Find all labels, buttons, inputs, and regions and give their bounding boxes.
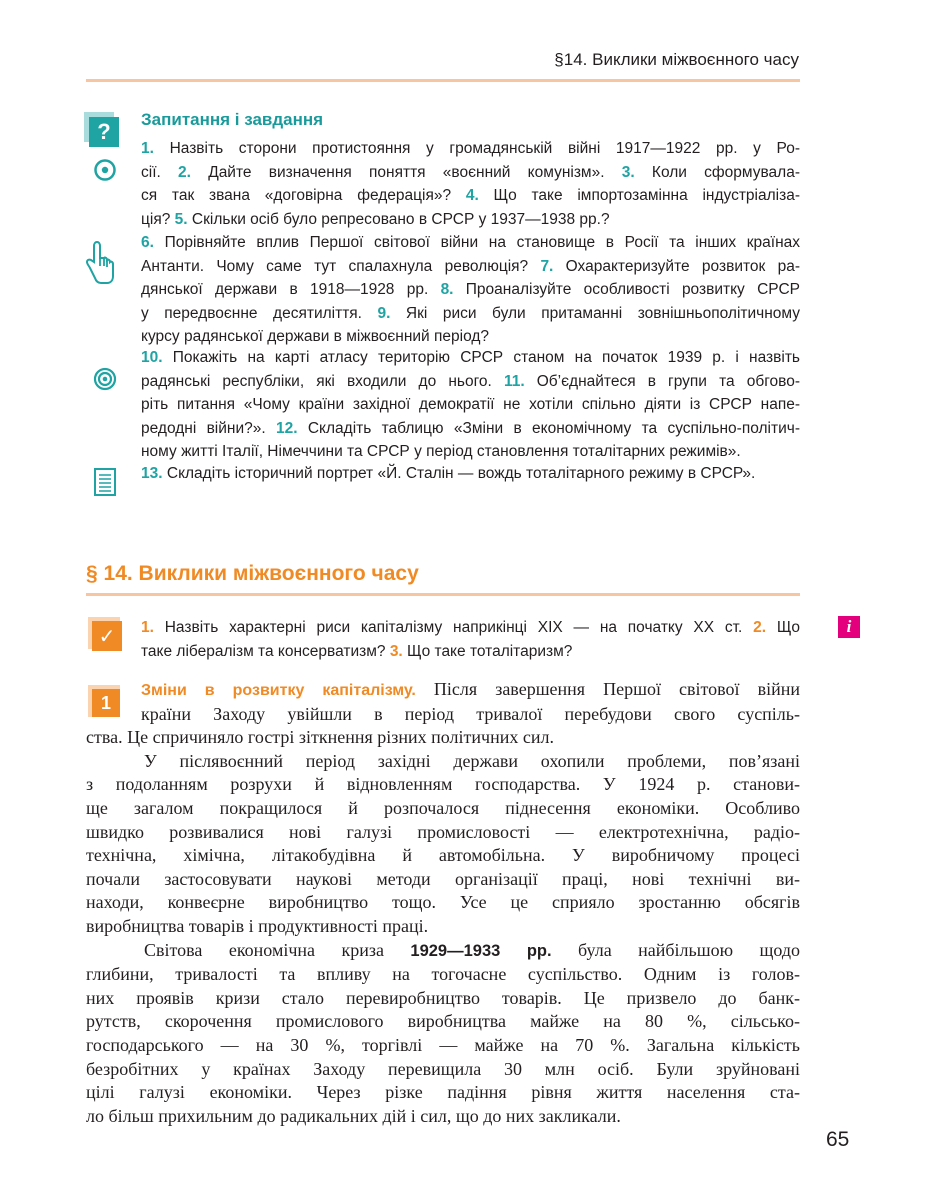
body-line: була найбільшою щодо	[551, 939, 800, 960]
question-line	[141, 161, 800, 185]
question-text: Що таке тоталітаризм?	[402, 642, 573, 660]
document-icon	[93, 467, 117, 502]
question-number: 4.	[465, 187, 479, 204]
question-text: у передвоєнне десятиліття.	[141, 304, 378, 322]
body-line: Світова економічна криза	[144, 939, 411, 960]
body-text	[86, 678, 800, 1128]
question-number: 10.	[141, 349, 163, 366]
header-rule	[86, 79, 800, 82]
info-icon[interactable]: i	[838, 616, 860, 638]
question-text: Що	[766, 619, 800, 636]
body-line: них проявів кризи стало перевиробництво товарів. Це призвело до банк-	[86, 987, 800, 1008]
question-text: таке лібералізм та консерватизм?	[141, 642, 390, 660]
questions-group-3	[141, 346, 800, 464]
question-text: редодні війни?».	[141, 419, 276, 437]
body-line: господарського — на 30 %, торгівлі — майже на 70 %. Загальна кількість	[86, 1034, 800, 1055]
question-number: 8.	[440, 281, 454, 298]
question-number: 5.	[174, 210, 188, 228]
question-text: радянські республіки, які входили до нього.	[141, 372, 504, 390]
questions-group-4	[141, 462, 800, 486]
section-subhead: Зміни в розвитку капіталізму.	[141, 682, 416, 699]
question-text: ріть питання «Чому країни західної демократії не хотіли спільно діяти із СРСР напе-	[141, 396, 800, 413]
title-rule	[86, 593, 800, 596]
question-text: Складіть таблицю «Зміни в економічному та суспільно-політич-	[297, 419, 800, 437]
body-line: країни Заходу увійшли в період тривалої перебудови свого суспіль-	[141, 703, 800, 724]
question-line	[141, 346, 800, 370]
question-line	[141, 231, 800, 255]
body-line: швидко розвивалися нові галузі промисловості — електротехнічна, радіо-	[86, 821, 800, 842]
paragraph-1	[86, 703, 800, 750]
questions-heading: Запитання і завдання	[141, 110, 324, 129]
question-line	[141, 325, 800, 349]
body-line: виробництва товарів і продуктивності праці.	[86, 915, 429, 936]
body-line: ще загалом покращилося й розпочалося піднесення економіки. Особливо	[86, 797, 800, 818]
running-header: §14. Виклики міжвоєнного часу	[554, 50, 799, 69]
question-text: Скільки осіб було репресовано в СРСР у 1937—1938 рр.?	[187, 210, 610, 228]
review-questions	[141, 616, 800, 663]
body-line: Після завершення Першої світової війни	[415, 679, 801, 699]
question-number: 1.	[141, 619, 154, 636]
question-text: Покажіть на карті атласу територію СРСР станом на початок 1939 р. і назвіть	[162, 349, 800, 366]
questions-group-2	[141, 231, 800, 349]
paragraph-title: § 14. Виклики міжвоєнного часу	[86, 562, 419, 585]
question-number: 13.	[141, 465, 163, 482]
question-number: 11.	[503, 372, 525, 390]
pointing-hand-icon	[86, 240, 116, 291]
question-number: 9.	[377, 304, 391, 322]
question-text: Проаналізуйте особливості розвитку СРСР	[453, 281, 800, 298]
question-line	[141, 302, 800, 326]
body-line: У післявоєнний період західні держави охопили проблеми, пов’язані	[144, 750, 800, 771]
question-number: 1.	[141, 140, 154, 157]
question-text: Які риси були притаманні зовнішньополітичному	[390, 304, 800, 322]
question-text: Антанти. Чому саме тут спалахнула революція?	[141, 257, 541, 275]
question-text: ся так звана «договірна федерація»?	[141, 187, 466, 204]
question-text: дянської держави в 1918—1928 рр.	[141, 281, 441, 298]
question-text: Назвіть сторони протистояння у громадянській війні 1917—1922 рр. у Ро-	[153, 140, 800, 157]
question-line	[141, 440, 800, 464]
question-number: 12.	[275, 419, 298, 437]
body-line: з подоланням розрухи й відновленням господарства. У 1924 р. станови-	[86, 774, 800, 795]
question-line	[141, 462, 800, 486]
question-text: Дайте визначення поняття «воєнний комунізм».	[190, 163, 622, 181]
crisis-years: 1929—1933 рр.	[410, 941, 552, 960]
paragraph-3	[86, 963, 800, 1128]
question-line	[141, 640, 800, 664]
question-text: Об’єднайтеся в групи та обгово-	[524, 372, 800, 390]
question-text: Коли сформувала-	[634, 163, 800, 181]
body-line: находи, конвеєрне виробництво тощо. Усе це сприяло зростанню обсягів	[86, 892, 800, 913]
question-text: ному житті Італії, Німеччини та СРСР у період становлення тоталітарних режимів».	[141, 443, 741, 460]
body-line: безробітних у країнах Заходу перевищила 30 млн осіб. Були зруйновані	[86, 1058, 800, 1079]
question-text: сії.	[141, 163, 179, 181]
question-text: Складіть історичний портрет «Й. Сталін — вождь тоталітарного режиму в СРСР».	[162, 465, 756, 482]
body-line: глибини, тривалості та впливу на тогочасне суспільство. Одним із голов-	[86, 964, 800, 985]
question-line	[141, 278, 800, 302]
question-mark-icon: ?	[89, 117, 119, 147]
question-text: Охарактеризуйте розвиток ра-	[553, 257, 800, 275]
body-line: ства. Це спричиняло гострі зіткнення різних політичних сил.	[86, 727, 554, 748]
page-number: 65	[826, 1128, 850, 1151]
question-text: Назвіть характерні риси капіталізму наприкінці XIX — на початку XX ст.	[153, 619, 754, 636]
question-text: курсу радянської держави в міжвоєнний період?	[141, 328, 490, 345]
question-line	[141, 616, 800, 640]
question-line	[141, 208, 800, 232]
question-line	[141, 137, 800, 161]
question-number: 3.	[621, 163, 635, 181]
question-text: ція?	[141, 210, 175, 228]
checkmark-icon: ✓	[92, 621, 122, 651]
question-number: 3.	[389, 642, 403, 660]
question-line	[141, 393, 800, 417]
question-number: 2.	[178, 163, 191, 181]
question-line	[141, 417, 800, 441]
question-text: Порівняйте вплив Першої світової війни на становище в Росії та інших країнах	[153, 234, 800, 251]
question-number: 6.	[141, 234, 154, 251]
question-line	[141, 255, 800, 279]
question-line	[141, 370, 800, 394]
question-number: 7.	[540, 257, 554, 275]
body-line: рутств, скорочення промислового виробництва майже на 80 %, сільсько-	[86, 1011, 800, 1032]
section-number-badge: 1	[92, 689, 120, 717]
body-line: почали застосовувати наукові методи організації праці, нові технічні ви-	[86, 868, 800, 889]
questions-group-1	[141, 137, 800, 231]
paragraph-2	[86, 750, 800, 939]
question-number: 2.	[753, 619, 767, 636]
body-line: технічна, хімічна, літакобудівна й автомобільна. У виробничому процесі	[86, 845, 800, 866]
question-line	[141, 184, 800, 208]
body-line: цілі галузі економіки. Через різке падіння рівня життя населення ста-	[86, 1082, 800, 1103]
body-line: ло більш прихильним до радикальних дій і сил, що до них закликали.	[86, 1105, 621, 1126]
target-icon	[93, 158, 117, 187]
question-text: Що таке імпортозамінна індустріаліза-	[478, 187, 800, 204]
bullseye-icon	[93, 367, 117, 396]
